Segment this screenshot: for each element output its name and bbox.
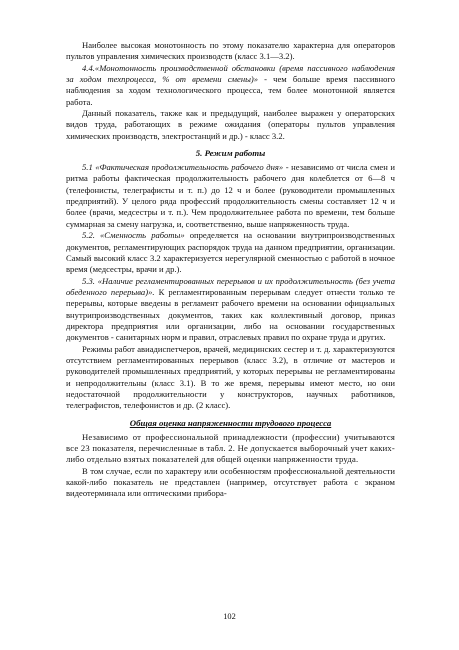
- paragraph-waiting-mode: Данный показатель, также как и предыдущий, наиболее выражен у операторских видов труда, работающих в режиме ожидания (операторы пультов управления химических производств, электростанций и др.) - класс 3.2.: [66, 108, 395, 141]
- indicator-5-3-label: 5.3. «Наличие регламентированных перерывов и их продолжительность (без учета обеденного перерыва)».: [66, 275, 395, 297]
- indicator-5-1-label: 5.1 «Фактическая продолжительность рабочего дня»: [82, 162, 284, 173]
- page-number: 102: [223, 612, 236, 621]
- paragraph-production-monotony: [66, 63, 395, 108]
- paragraph-shift-work: [66, 230, 395, 275]
- paragraph-workday-duration: [66, 162, 395, 230]
- indicator-4-4-label: 4.4.«Монотонность производственной обстановки (время пассивного наблюдения за ходом техпроцесса, % от времени смены)»: [66, 62, 395, 85]
- indicator-5-3-text: К регламентированным перерывам следует отнести только те перерывы, которые введены в регламент рабочего времени на основании официальных внутрипроизводственных документов, таких как коллективный договор, приказ директора предприятия или организации, либо на основании государственных документов - санитарных норм и правил, отраслевых правил по охране труда и других.: [66, 286, 395, 343]
- section-heading-work-regime: 5. Режим работы: [195, 148, 266, 159]
- paragraph-missing-indicator: В том случае, если по характеру или особенностям профессиональной деятельности какой-либо показатель не представлен (например, отсутствует работа с экраном видеотерминала или оптическими прибора-: [66, 465, 395, 499]
- paragraph-all-indicators: Независимо от профессиональной принадлежности (профессии) учитываются все 23 показателя, перечисленные в табл. 2. Не допускается выборочный учет каких-либо отдельно взятых показателей для общей оценки напряженности труда.: [66, 431, 395, 465]
- paragraph-monotony-operators: Наиболее высокая монотонность по этому показателю характерна для операторов пультов управления химических производств (класс 3.1—3.2).: [66, 40, 395, 62]
- section-heading-overall-assessment: Общая оценка напряженности трудового процесса: [129, 417, 332, 428]
- indicator-4-4-text: - чем больше время пассивного наблюдения за ходом технологического процесса, тем более монотонной является работа.: [66, 74, 395, 107]
- indicator-5-2-label: 5.2. «Сменность работы»: [82, 230, 185, 241]
- paragraph-regulated-breaks: [66, 276, 395, 344]
- indicator-5-2-text: определяется на основании внутрипроизводственных документов, регламентирующих распорядок труда на данном предприятии, организации. Самый высокий класс 3.2 характеризуется нерегулярной сменностью с работой в ночное время (медсестры, врачи и др.).: [66, 230, 395, 275]
- paragraph-break-regimes: Режимы работ авиадиспетчеров, врачей, медицинских сестер и т. д. характеризуются отсутствием регламентированных перерывов (класс 3.2), в отличие от мастеров и руководителей промышленных предприятий, у которых перерывы не регламентированы и непродолжительны (класс 3.1). В то же время, перерывы имеют место, но они недостаточной продолжительности у конструкторов, научных работников, телеграфистов, телефонистов и др. (2 класс).: [66, 343, 395, 411]
- indicator-5-1-text: - независимо от числа смен и ритма работы фактическая продолжительность рабочего дня колеблется от 6—8 ч (телефонисты, телеграфисты и т. п.) до 12 ч и более (руководители промышленных предприятий). У целого ряда профессий продолжительность смены составляет 12 ч и более (врачи, медсестры и т. п.). Чем продолжительнее работа по времени, тем больше суммарная за смену нагрузка, и, соответственно, выше напряженность труда.: [66, 162, 395, 229]
